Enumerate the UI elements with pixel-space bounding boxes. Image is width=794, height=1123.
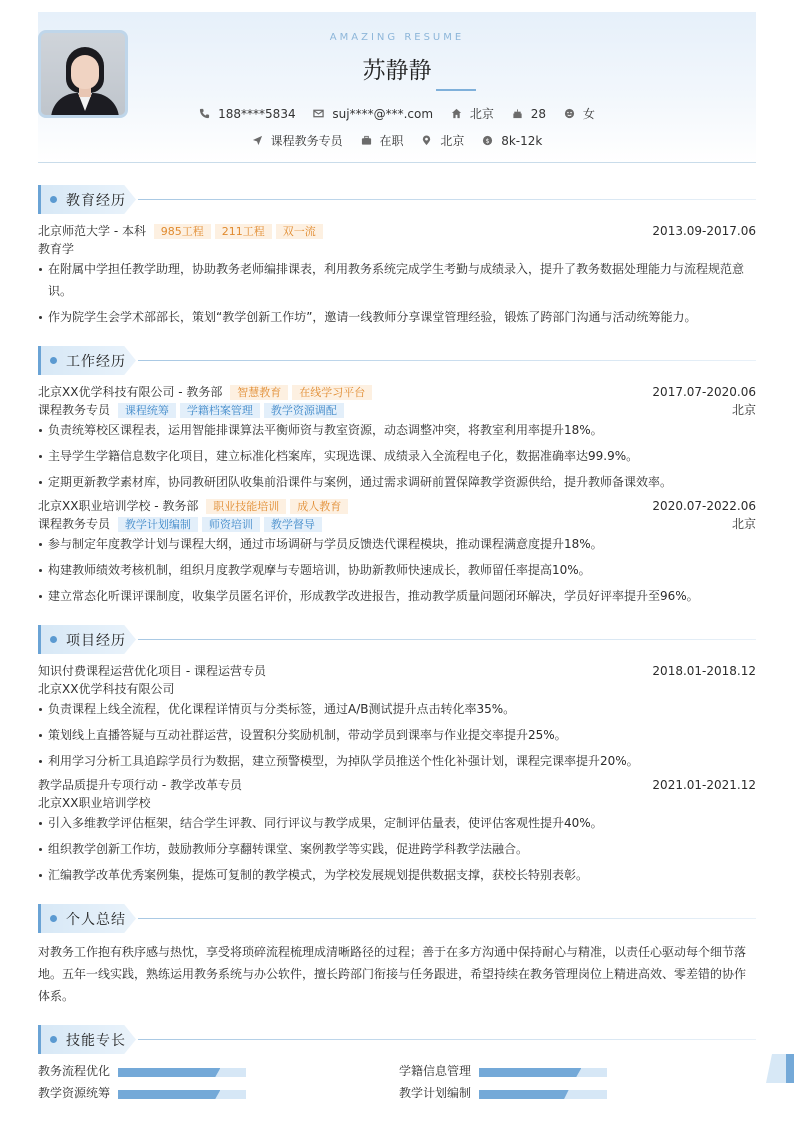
project-bullet: 引入多维教学评估框架，结合学生评教、同行评议与教学成果，定制评估量表，使评估客观性提升40%。: [38, 812, 756, 834]
contact-gender-text: 女: [582, 107, 595, 121]
skill-item: [399, 1063, 471, 1079]
contact-phone: [199, 107, 295, 121]
role-tag: 课程统筹: [118, 403, 176, 418]
role-tag: 教学督导: [264, 517, 322, 532]
skills-section-title: 技能专长: [66, 1033, 126, 1049]
company-tag: 职业技能培训: [206, 499, 286, 514]
contact-email-text: suj****@***.com: [332, 107, 434, 121]
company-name: 北京XX优学科技有限公司 - 教务部: [38, 385, 223, 399]
project-date: 2018.01-2018.12: [652, 664, 756, 678]
phone-icon: [199, 108, 210, 119]
salary-icon: [482, 135, 493, 146]
send-icon: [252, 135, 263, 146]
home-icon: [451, 108, 462, 119]
skill-bar-fill: [118, 1090, 220, 1099]
resume-page: [38, 12, 756, 1100]
skill-bar: [479, 1090, 607, 1099]
role-tag: 师资培训: [202, 517, 260, 532]
company-name: 北京XX职业培训学校 - 教务部: [38, 499, 199, 513]
contact-age: [512, 107, 546, 121]
name-underline: [436, 89, 476, 91]
school-tag: 双一流: [276, 224, 323, 239]
skill-bar: [118, 1068, 246, 1077]
project-bullet: 策划线上直播答疑与互动社群运营，设置积分奖励机制，带动学员到课率与作业提交率提升25%。: [38, 724, 756, 746]
education-bullet: 在附属中学担任教学助理，协助教务老师编排课表，利用教务系统完成学生考勤与成绩录入，提升了教务数据处理能力与流程规范意识。: [38, 258, 756, 302]
work-bullet: 主导学生学籍信息数字化项目，建立标准化档案库，实现选课、成绩录入全流程电子化，数据准确率达99.9%。: [38, 445, 756, 467]
summary-text: 对教务工作抱有秩序感与热忱，享受将琐碎流程梳理成清晰路径的过程；善于在多方沟通中保持耐心与精准，以责任心驱动每个细节落地。五年一线实践，熟练运用教务系统与办公软件，擅长跨部门衔接与任务跟进，希望持续在教务管理岗位上精进高效、零差错的协作体系。: [38, 945, 747, 1003]
work-company-row: [38, 498, 756, 514]
education-section-header: [38, 185, 756, 214]
project-date: 2021.01-2021.12: [652, 778, 756, 792]
work-role-row: [38, 516, 756, 532]
job-city-text: 北京: [440, 134, 465, 148]
project-title: 知识付费课程运营优化项目 - 课程运营专员: [38, 664, 266, 678]
resume-header: [38, 12, 756, 163]
skill-bar-fill: [479, 1090, 569, 1099]
skill-item: [38, 1085, 110, 1101]
project-bullet: 组织教学创新工作坊，鼓励教师分享翻转课堂、案例教学等实践，促进跨学科教学法融合。: [38, 838, 756, 860]
job-intent-row: [38, 132, 756, 149]
skill-name: 学籍信息管理: [399, 1064, 472, 1078]
role-tag: 教学计划编制: [118, 517, 198, 532]
role-name: 课程教务专员: [38, 403, 111, 417]
work-company-row: [38, 384, 756, 400]
role-tag: 学籍档案管理: [180, 403, 260, 418]
work-city: 北京: [731, 517, 756, 531]
project-org: 北京XX优学科技有限公司: [38, 682, 175, 696]
company-tag: 智慧教育: [230, 385, 288, 400]
work-section-header: [38, 346, 756, 375]
work-bullet: 建立常态化听课评课制度，收集学员匿名评价，形成教学改进报告，推动教学质量问题闭环解决，学员好评率提升至96%。: [38, 585, 756, 607]
summary-section-header: [38, 904, 756, 933]
skill-bar-fill: [479, 1068, 581, 1077]
role-tag: 教学资源调配: [264, 403, 344, 418]
project-section-header: [38, 625, 756, 654]
work-bullet: 负责统筹校区课程表，运用智能排课算法平衡师资与教室资源，动态调整冲突，将教室利用率提升18%。: [38, 419, 756, 441]
skill-bar-fill: [118, 1068, 220, 1077]
job-title: [252, 132, 343, 149]
skill-item: [399, 1085, 471, 1101]
company-tag: 在线学习平台: [292, 385, 372, 400]
education-date: 2013.09-2017.06: [652, 224, 756, 238]
contact-email: [313, 107, 433, 121]
job-city: [421, 132, 464, 149]
contact-row: [38, 105, 756, 122]
skill-name: 教学资源统筹: [38, 1086, 111, 1100]
resume-tagline: AMAZING RESUME: [329, 32, 465, 43]
contact-age-text: 28: [530, 107, 547, 121]
work-date: 2017.07-2020.06: [652, 385, 756, 399]
education-bullet: 作为院学生会学术部部长，策划“教学创新工作坊”，邀请一线教师分享课堂管理经验，锻炼了跨部门沟通与活动统筹能力。: [38, 306, 756, 328]
project-title-row: [38, 777, 756, 793]
work-bullet: 参与制定年度教学计划与课程大纲，通过市场调研与学员反馈迭代课程模块，推动课程满意度提升18%。: [38, 533, 756, 555]
project-bullet: 利用学习分析工具追踪学员行为数据，建立预警模型，为掉队学员推送个性化补强计划，课程完课率提升20%。: [38, 750, 756, 772]
cake-icon: [512, 108, 523, 119]
project-section-title: 项目经历: [66, 633, 126, 649]
school-name: 北京师范大学 - 本科: [38, 224, 146, 238]
candidate-name: 苏静静: [362, 58, 432, 84]
project-org: 北京XX职业培训学校: [38, 796, 151, 810]
school-tag: 985工程: [154, 224, 211, 239]
skills-section-header: [38, 1025, 756, 1054]
education-school-row: [38, 223, 756, 239]
briefcase-icon: [361, 135, 372, 146]
project-bullet: 汇编教学改革优秀案例集，提炼可复制的教学模式，为学校发展规划提供数据支撑，获校长特别表彰。: [38, 864, 756, 886]
job-status: [361, 132, 404, 149]
job-salary-text: 8k-12k: [501, 134, 543, 148]
work-city: 北京: [731, 403, 756, 417]
job-title-text: 课程教务专员: [270, 134, 343, 148]
summary-section-title: 个人总结: [66, 912, 126, 928]
project-bullet: 负责课程上线全流程，优化课程详情页与分类标签，通过A/B测试提升点击转化率35%。: [38, 698, 756, 720]
mail-icon: [313, 108, 324, 119]
job-salary: [482, 134, 542, 148]
work-date: 2020.07-2022.06: [652, 499, 756, 513]
work-role-row: [38, 402, 756, 418]
project-title: 教学品质提升专项行动 - 教学改革专员: [38, 778, 242, 792]
company-tag: 成人教育: [290, 499, 348, 514]
work-bullet: 定期更新教学素材库，协同教研团队收集前沿课件与案例，通过需求调研前置保障教学资源供给，提升教师备课效率。: [38, 471, 756, 493]
svg-text:$: $: [485, 136, 490, 145]
skill-name: 教学计划编制: [399, 1086, 472, 1100]
gender-icon: [564, 108, 575, 119]
skill-bar: [479, 1068, 607, 1077]
education-section-title: 教育经历: [66, 193, 126, 209]
location-pin-icon: [421, 135, 432, 146]
contact-home: [451, 105, 494, 122]
work-section-title: 工作经历: [66, 354, 126, 370]
contact-gender: [564, 105, 595, 122]
skill-bar: [118, 1090, 246, 1099]
education-major: 教育学: [38, 242, 75, 256]
contact-home-text: 北京: [469, 107, 494, 121]
skill-item: [38, 1063, 110, 1079]
role-name: 课程教务专员: [38, 517, 111, 531]
skill-name: 教务流程优化: [38, 1064, 111, 1078]
school-tag: 211工程: [215, 224, 272, 239]
work-bullet: 构建教师绩效考核机制，组织月度教学观摩与专题培训，协助新教师快速成长，教师留任率提高10%。: [38, 559, 756, 581]
job-status-text: 在职: [379, 134, 404, 148]
contact-phone-text: 188****5834: [218, 107, 296, 121]
corner-decoration: [766, 1054, 794, 1083]
project-title-row: [38, 663, 756, 679]
